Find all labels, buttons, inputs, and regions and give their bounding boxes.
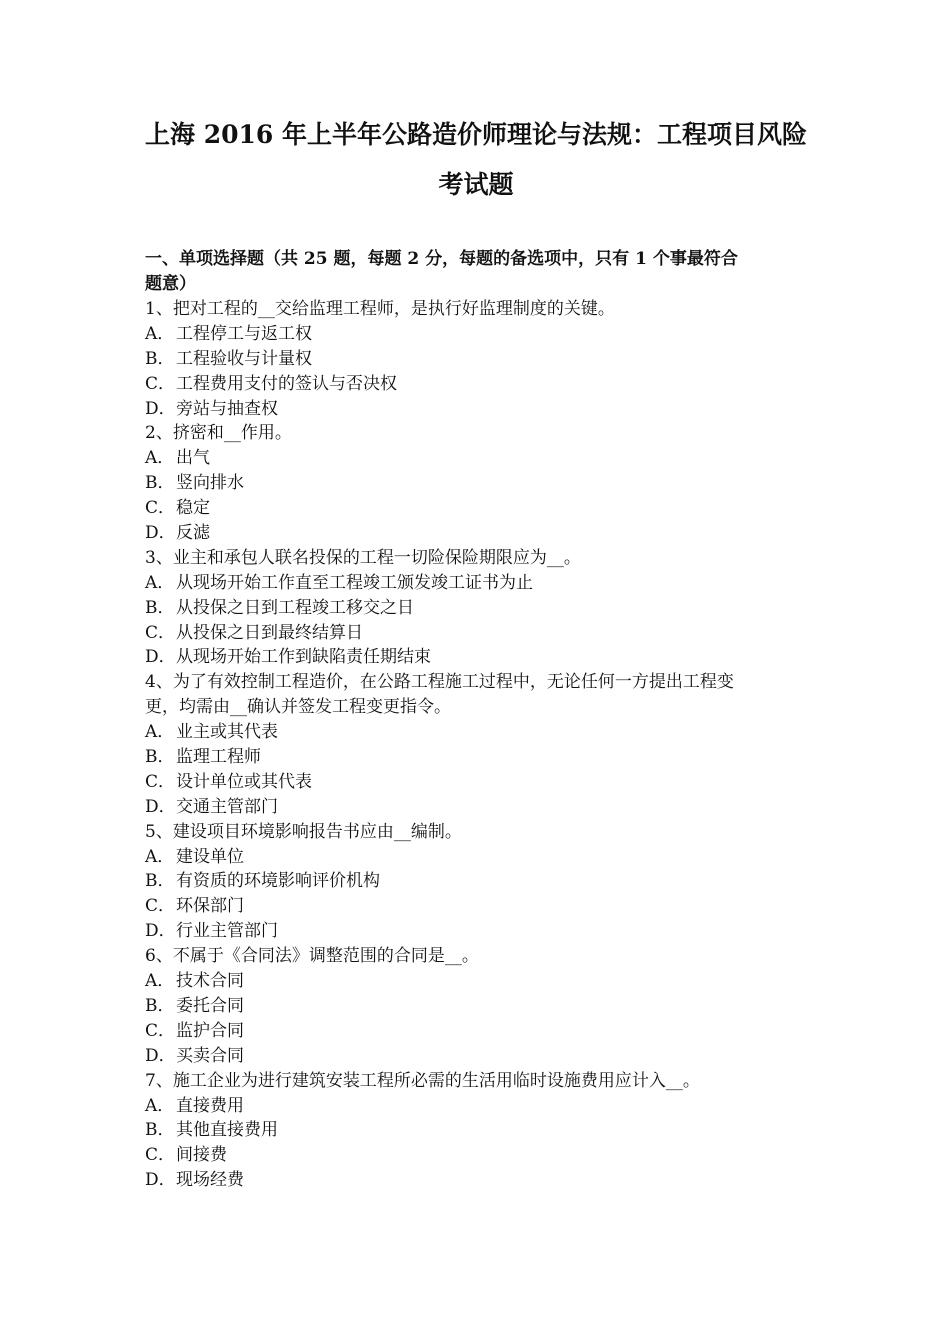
option-c [145, 894, 810, 919]
question-stem: 2、挤密和__作用。 [145, 423, 292, 444]
option-letter: C． [145, 1020, 176, 1041]
question-list [145, 297, 810, 1193]
option-letter: C． [145, 373, 176, 394]
option-letter: B． [145, 597, 175, 618]
option-letter: B． [145, 871, 175, 892]
option-b [145, 745, 810, 770]
option-text: 现场经费 [176, 1170, 244, 1191]
option-letter: A． [145, 846, 175, 867]
option-letter: D． [145, 1045, 176, 1066]
option-text: 直接费用 [176, 1095, 244, 1116]
option-text: 建设单位 [176, 846, 244, 867]
option-letter: D． [145, 796, 176, 817]
option-c [145, 496, 810, 521]
section-heading-line-2: 题意） [145, 274, 196, 294]
option-d [145, 795, 810, 820]
option-d [145, 521, 810, 546]
option-b [145, 1118, 810, 1143]
section-heading-line-1: 一、单项选择题（共 25 题，每题 2 分，每题的备选项中，只有 1 个事最符合 [145, 249, 738, 269]
option-letter: D． [145, 398, 176, 419]
option-letter: D． [145, 647, 176, 668]
option-text: 设计单位或其代表 [176, 771, 312, 792]
document-title-line-2: 考试题 [438, 170, 514, 199]
option-a [145, 845, 810, 870]
option-text: 旁站与抽查权 [176, 398, 278, 419]
option-a [145, 571, 810, 596]
option-letter: B． [145, 1120, 175, 1141]
option-text: 行业主管部门 [176, 921, 278, 942]
option-a [145, 720, 810, 745]
option-text: 从现场开始工作到缺陷责任期结束 [176, 647, 431, 668]
option-a [145, 1094, 810, 1119]
option-text: 间接费 [176, 1145, 227, 1166]
option-letter: A． [145, 722, 175, 743]
option-text: 监护合同 [176, 1020, 244, 1041]
option-c [145, 1143, 810, 1168]
option-letter: D． [145, 921, 176, 942]
option-letter: A． [145, 1095, 175, 1116]
option-a [145, 322, 810, 347]
question-stem-continued: 更，均需由__确认并签发工程变更指令。 [145, 697, 451, 718]
option-text: 工程停工与返工权 [176, 323, 312, 344]
option-letter: C． [145, 896, 176, 917]
option-b [145, 471, 810, 496]
option-text: 买卖合同 [176, 1045, 244, 1066]
option-text: 工程费用支付的签认与否决权 [176, 373, 397, 394]
option-b [145, 869, 810, 894]
option-letter: C． [145, 1145, 176, 1166]
option-letter: C． [145, 498, 176, 519]
option-letter: B． [145, 348, 175, 369]
option-text: 业主或其代表 [176, 722, 278, 743]
option-d [145, 645, 810, 670]
option-letter: D． [145, 523, 176, 544]
option-text: 其他直接费用 [176, 1120, 278, 1141]
question-stem: 3、业主和承包人联名投保的工程一切险保险期限应为__。 [145, 547, 581, 568]
option-letter: C． [145, 771, 176, 792]
option-letter: A． [145, 572, 175, 593]
option-letter: A． [145, 971, 175, 992]
option-text: 出气 [176, 448, 210, 469]
option-letter: C． [145, 622, 176, 643]
option-text: 稳定 [176, 498, 210, 519]
question-stem: 7、施工企业为进行建筑安装工程所必需的生活用临时设施费用应计入__。 [145, 1070, 700, 1091]
question-stem: 6、不属于《合同法》调整范围的合同是__。 [145, 946, 479, 967]
option-text: 监理工程师 [176, 747, 261, 768]
option-d [145, 1044, 810, 1069]
option-text: 工程验收与计量权 [176, 348, 312, 369]
option-text: 委托合同 [176, 995, 244, 1016]
option-text: 有资质的环境影响评价机构 [176, 871, 380, 892]
option-text: 从投保之日到工程竣工移交之日 [176, 597, 414, 618]
option-letter: A． [145, 323, 175, 344]
option-b [145, 347, 810, 372]
option-b [145, 994, 810, 1019]
option-text: 技术合同 [176, 971, 244, 992]
question-stem: 5、建设项目环境影响报告书应由__编制。 [145, 821, 462, 842]
option-d [145, 1168, 810, 1193]
option-text: 反滤 [176, 523, 210, 544]
option-letter: D． [145, 1170, 176, 1191]
option-d [145, 397, 810, 422]
option-a [145, 969, 810, 994]
option-c [145, 1019, 810, 1044]
section-heading [145, 247, 810, 297]
document-title-line-1: 上海 2016 年上半年公路造价师理论与法规：工程项目风险 [145, 120, 807, 149]
option-c [145, 372, 810, 397]
option-letter: A． [145, 448, 175, 469]
option-c [145, 621, 810, 646]
option-text: 环保部门 [176, 896, 244, 917]
question-stem: 4、为了有效控制工程造价，在公路工程施工过程中，无论任何一方提出工程变 [145, 672, 734, 693]
option-text: 从投保之日到最终结算日 [176, 622, 363, 643]
option-text: 交通主管部门 [176, 796, 278, 817]
option-b [145, 596, 810, 621]
option-c [145, 770, 810, 795]
option-letter: B． [145, 473, 175, 494]
question-stem: 1、把对工程的__交给监理工程师，是执行好监理制度的关键。 [145, 299, 615, 319]
option-text: 从现场开始工作直至工程竣工颁发竣工证书为止 [176, 572, 533, 593]
option-text: 竖向排水 [176, 473, 244, 494]
option-a [145, 446, 810, 471]
option-letter: B． [145, 747, 175, 768]
option-letter: B． [145, 995, 175, 1016]
option-d [145, 919, 810, 944]
